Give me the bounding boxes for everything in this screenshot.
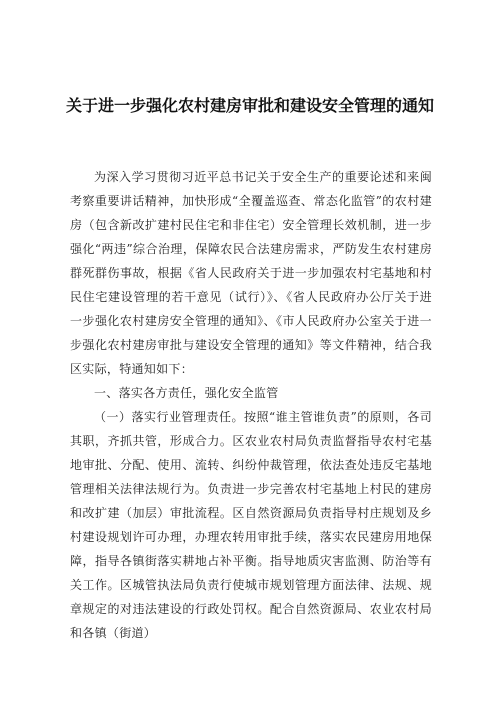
document-body [70,165,432,645]
section-heading-1: 一、落实各方责任，强化安全监管 [94,386,279,400]
intro-paragraph: 为深入学习贯彻习近平总书记关于安全生产的重要论述和来闽考察重要讲话精神，加快形成“全覆盖巡查、常态化监管”的农村建房（包含新改扩建村民住宅和非住宅）安全管理长效机制，进一步强化“两违”综合治理，保障农民合法建房需求，严防发生农村建房群死群伤事故，根据《省人民政府关于进一步加强农村宅基地和村民住宅建设管理的若干意见（试行）》、《省人民政府办公厅关于进一步强化农村建房安全管理的通知》、《市人民政府办公室关于进一步强化农村建房审批与建设安全管理的通知》等文件精神，结合我区实际，特通知如下： [70,170,432,376]
section-1-paragraph-1: （一）落实行业管理责任。按照“谁主管谁负责”的原则，各司其职，齐抓共管，形成合力。区农业农村局负责监督指导农村宅基地审批、分配、使用、流转、纠纷仲裁管理，依法查处违反宅基地管理相关法律法规行为。负责进一步完善农村宅基地上村民的建房和改扩建（加层）审批流程。区自然资源局负责指导村庄规划及乡村建设规划许可办理，办理农转用审批手续，落实农民建房用地保障，指导各镇街落实耕地占补平衡。指导地质灾害监测、防治等有关工作。区城管执法局负责行使城市规划管理方面法律、法规、规章规定的对违法建设的行政处罚权。配合自然资源局、农业农村局和各镇（街道） [70,410,432,640]
document-title: 关于进一步强化农村建房审批和建设安全管理的通知 [65,96,434,115]
